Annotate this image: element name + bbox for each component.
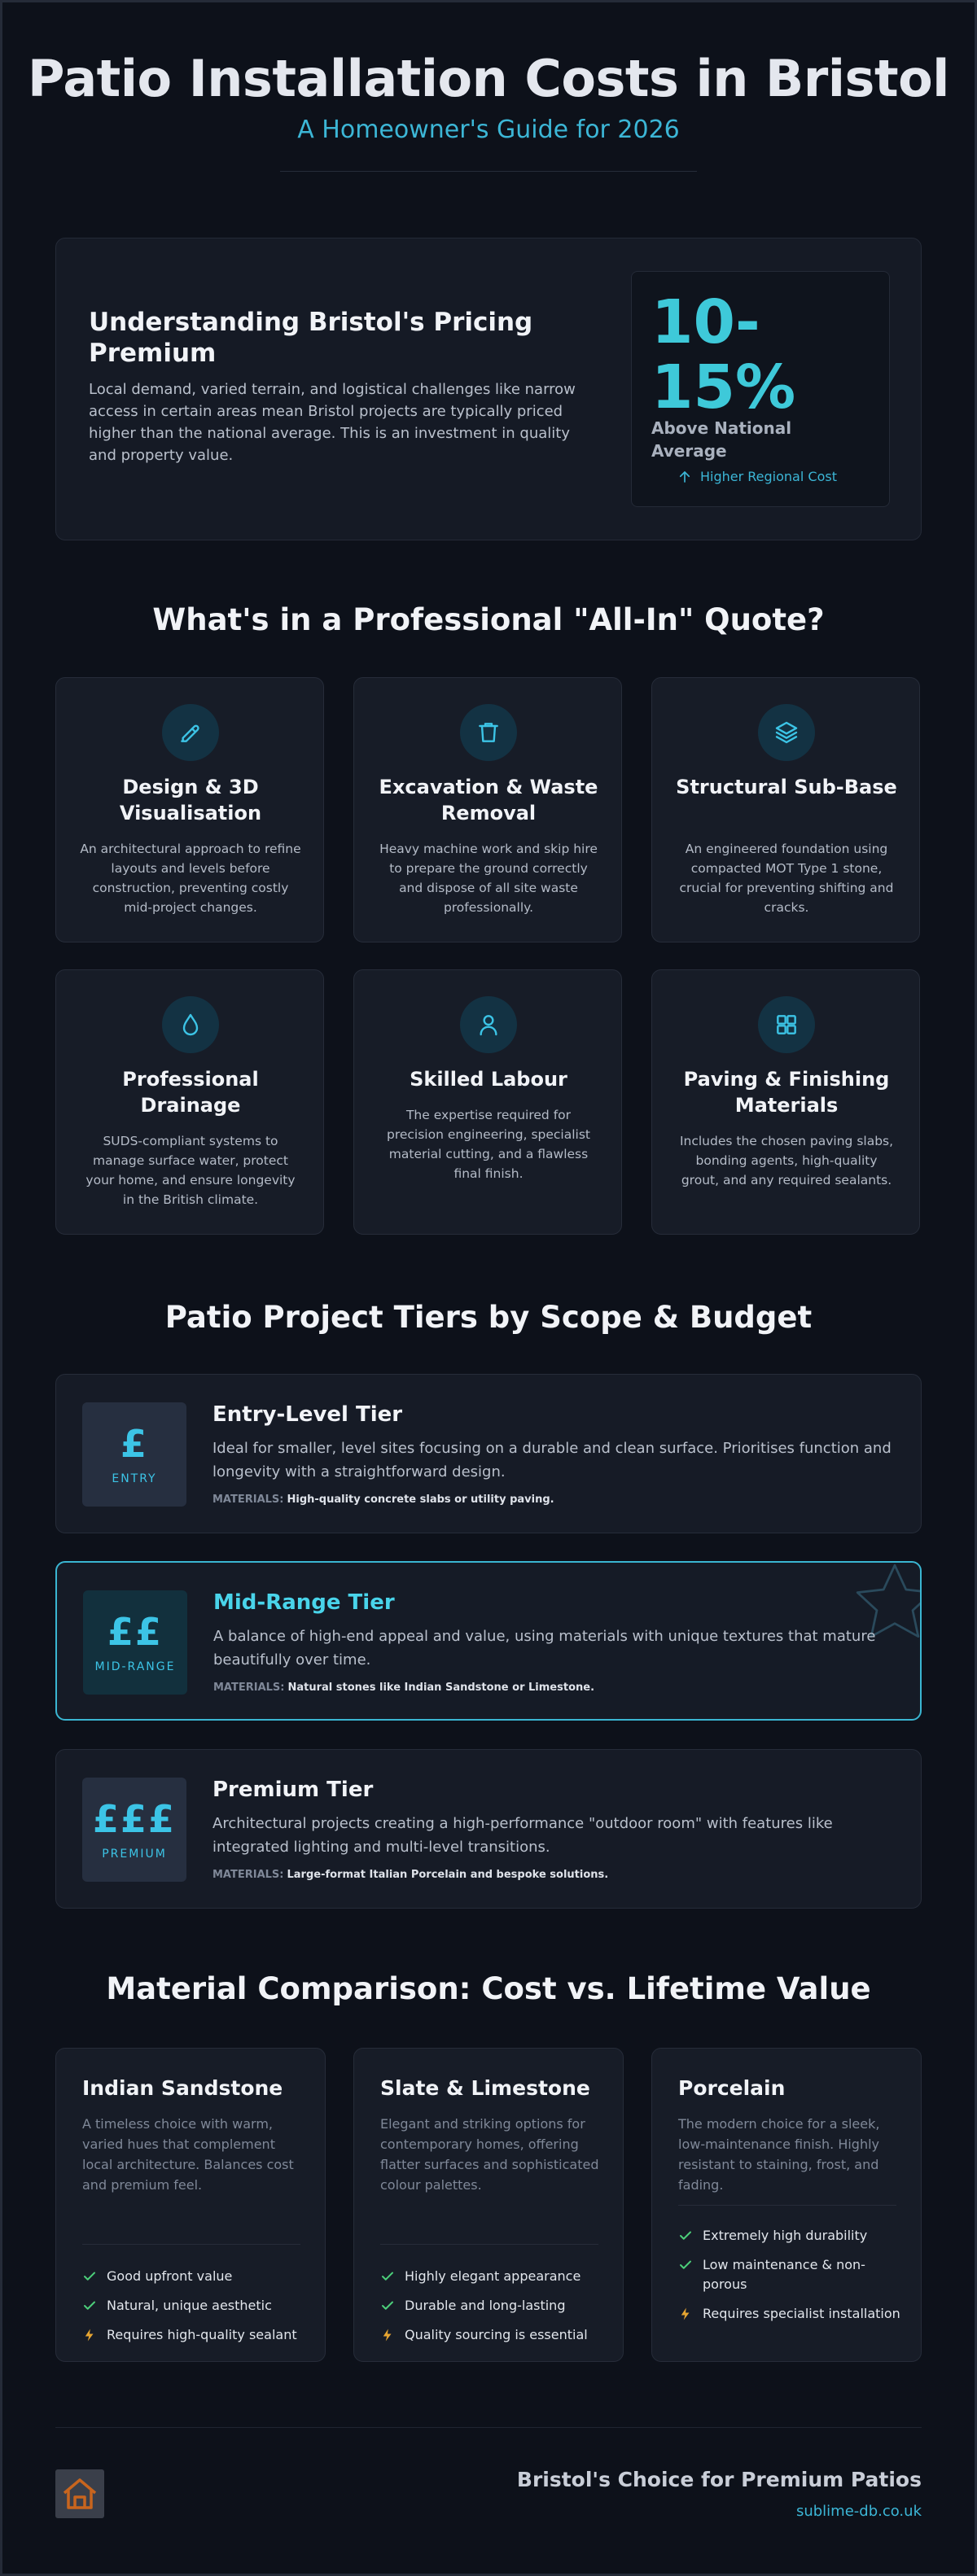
page-title: Patio Installation Costs in Bristol — [28, 49, 949, 108]
tier-name: Entry-Level Tier — [212, 1402, 403, 1427]
service-title: Structural Sub-Base — [676, 776, 897, 798]
list-item: Quality sourcing is essential — [380, 2325, 608, 2345]
layers-icon — [758, 704, 815, 761]
list-item: Requires specialist installation — [678, 2304, 906, 2324]
material-desc: The modern choice for a sleek, low-maintenance finish. Highly resistant to staining, frost, and fading. — [678, 2116, 880, 2193]
materials-key: MATERIALS: — [213, 1682, 285, 1694]
material-title: Slate & Limestone — [380, 2076, 590, 2100]
premium-trend — [677, 469, 837, 484]
service-card-design — [55, 677, 324, 942]
check-icon — [82, 2269, 97, 2284]
premium-stat-box — [631, 271, 890, 507]
tier-card-entry — [55, 1374, 922, 1533]
warning-bolt-icon — [82, 2328, 97, 2342]
quote-section-title: What's in a Professional "All-In" Quote? — [152, 602, 825, 637]
material-desc: Elegant and striking options for contemporary homes, offering flatter surfaces and sophisticated colour palettes. — [380, 2116, 599, 2193]
trash-icon — [460, 704, 517, 761]
header-divider — [280, 171, 697, 172]
list-item: Highly elegant appearance — [380, 2267, 608, 2286]
check-icon — [380, 2298, 395, 2313]
materials-value: Large-format Italian Porcelain and bespoke solutions. — [287, 1869, 609, 1881]
service-card-drainage — [55, 969, 324, 1235]
service-title: Excavation & Waste Removal — [379, 776, 598, 824]
droplet-icon — [162, 996, 219, 1053]
pencil-icon — [162, 704, 219, 761]
check-icon — [380, 2269, 395, 2284]
material-divider — [82, 2244, 300, 2245]
premium-stat-value: 10-15% — [651, 287, 796, 422]
material-card-sandstone — [55, 2048, 326, 2362]
grid-icon — [758, 996, 815, 1053]
list-item: Natural, unique aesthetic — [82, 2296, 310, 2316]
tier-tag: MID-RANGE — [94, 1660, 176, 1673]
material-divider — [380, 2244, 598, 2245]
service-desc: Heavy machine work and skip hire to prepare the ground correctly and dispose of all site waste professionally. — [379, 842, 598, 915]
tier-name: Premium Tier — [212, 1778, 374, 1802]
pound-icon: ££ — [107, 1610, 163, 1654]
material-points — [678, 2226, 906, 2333]
warning-bolt-icon — [380, 2328, 395, 2342]
material-card-porcelain — [651, 2048, 922, 2362]
service-title: Design & 3D Visualisation — [119, 776, 262, 824]
tier-materials — [212, 1869, 896, 1881]
house-logo-icon[interactable] — [55, 2469, 104, 2518]
materials-value: High-quality concrete slabs or utility paving. — [287, 1494, 554, 1506]
tier-badge — [82, 1402, 186, 1507]
tier-badge — [83, 1590, 187, 1695]
material-divider — [678, 2205, 896, 2206]
tier-materials — [213, 1682, 897, 1694]
tiers-section-title: Patio Project Tiers by Scope & Budget — [164, 1300, 813, 1335]
tier-badge — [82, 1778, 186, 1882]
page-subtitle: A Homeowner's Guide for 2026 — [297, 116, 680, 144]
check-icon — [82, 2298, 97, 2313]
tier-name: Mid-Range Tier — [213, 1590, 395, 1615]
material-points — [380, 2267, 608, 2355]
arrow-up-icon — [677, 470, 692, 484]
service-card-excavation — [353, 677, 622, 942]
premium-trend-label: Higher Regional Cost — [700, 469, 837, 484]
list-item: Low maintenance & non-porous — [678, 2255, 906, 2294]
service-card-labour — [353, 969, 622, 1235]
material-title: Porcelain — [678, 2076, 786, 2100]
pound-icon: £ — [120, 1422, 148, 1466]
tier-materials — [212, 1494, 896, 1506]
materials-key: MATERIALS: — [212, 1869, 284, 1881]
tier-tag: ENTRY — [112, 1472, 157, 1485]
service-desc: An engineered foundation using compacted MOT Type 1 stone, crucial for preventing shifting and cracks. — [679, 842, 894, 915]
service-title: Paving & Finishing Materials — [683, 1068, 890, 1117]
service-desc: SUDS-compliant systems to manage surface water, protect your home, and ensure longevity in the British climate. — [85, 1134, 296, 1207]
materials-section-title: Material Comparison: Cost vs. Lifetime Value — [106, 1971, 871, 2006]
tier-desc: A balance of high-end appeal and value, using materials with unique textures that mature beautifully over time. — [213, 1628, 876, 1668]
tier-desc: Ideal for smaller, level sites focusing on a durable and clean surface. Prioritises function and longevity with a straightforward design. — [212, 1440, 892, 1480]
user-icon — [460, 996, 517, 1053]
pricing-premium-card — [55, 238, 922, 540]
footer-divider — [55, 2427, 922, 2428]
pound-icon: £££ — [92, 1797, 177, 1841]
list-item: Extremely high durability — [678, 2226, 906, 2246]
service-desc: The expertise required for precision engineering, specialist material cutting, and a flawless final finish. — [387, 1108, 590, 1181]
list-item: Requires high-quality sealant — [82, 2325, 310, 2345]
check-icon — [678, 2228, 693, 2243]
tier-tag: PREMIUM — [102, 1848, 167, 1861]
service-desc: An architectural approach to refine layouts and levels before construction, preventing costly mid-project changes. — [80, 842, 301, 915]
materials-value: Natural stones like Indian Sandstone or Limestone. — [287, 1682, 595, 1694]
service-title: Professional Drainage — [122, 1068, 259, 1117]
service-title: Skilled Labour — [410, 1068, 567, 1091]
premium-stat-label: Above National Average — [651, 418, 792, 461]
check-icon — [678, 2258, 693, 2272]
material-points — [82, 2267, 310, 2355]
pricing-premium-heading: Understanding Bristol's Pricing Premium — [89, 308, 533, 368]
service-card-paving — [651, 969, 920, 1235]
list-item: Good upfront value — [82, 2267, 310, 2286]
warning-bolt-icon — [678, 2307, 693, 2321]
material-title: Indian Sandstone — [82, 2076, 283, 2100]
material-desc: A timeless choice with warm, varied hues that complement local architecture. Balances cost and premium feel. — [82, 2116, 294, 2193]
footer-brand: Bristol's Choice for Premium Patios — [516, 2468, 922, 2491]
footer-url-link[interactable]: sublime-db.co.uk — [795, 2503, 922, 2520]
tier-card-premium — [55, 1749, 922, 1909]
service-card-sub-base — [651, 677, 920, 942]
pricing-premium-body: Local demand, varied terrain, and logistical challenges like narrow access in certain areas mean Bristol projects are typically priced higher than the national average. This is an investment in quality and property value. — [89, 381, 576, 464]
materials-key: MATERIALS: — [212, 1494, 284, 1506]
list-item: Durable and long-lasting — [380, 2296, 608, 2316]
material-card-slate-limestone — [353, 2048, 624, 2362]
tier-card-mid-range — [55, 1561, 922, 1721]
service-desc: Includes the chosen paving slabs, bonding agents, high-quality grout, and any required sealants. — [679, 1134, 894, 1187]
tier-desc: Architectural projects creating a high-performance "outdoor room" with features like integrated lighting and multi-level transitions. — [212, 1815, 833, 1856]
